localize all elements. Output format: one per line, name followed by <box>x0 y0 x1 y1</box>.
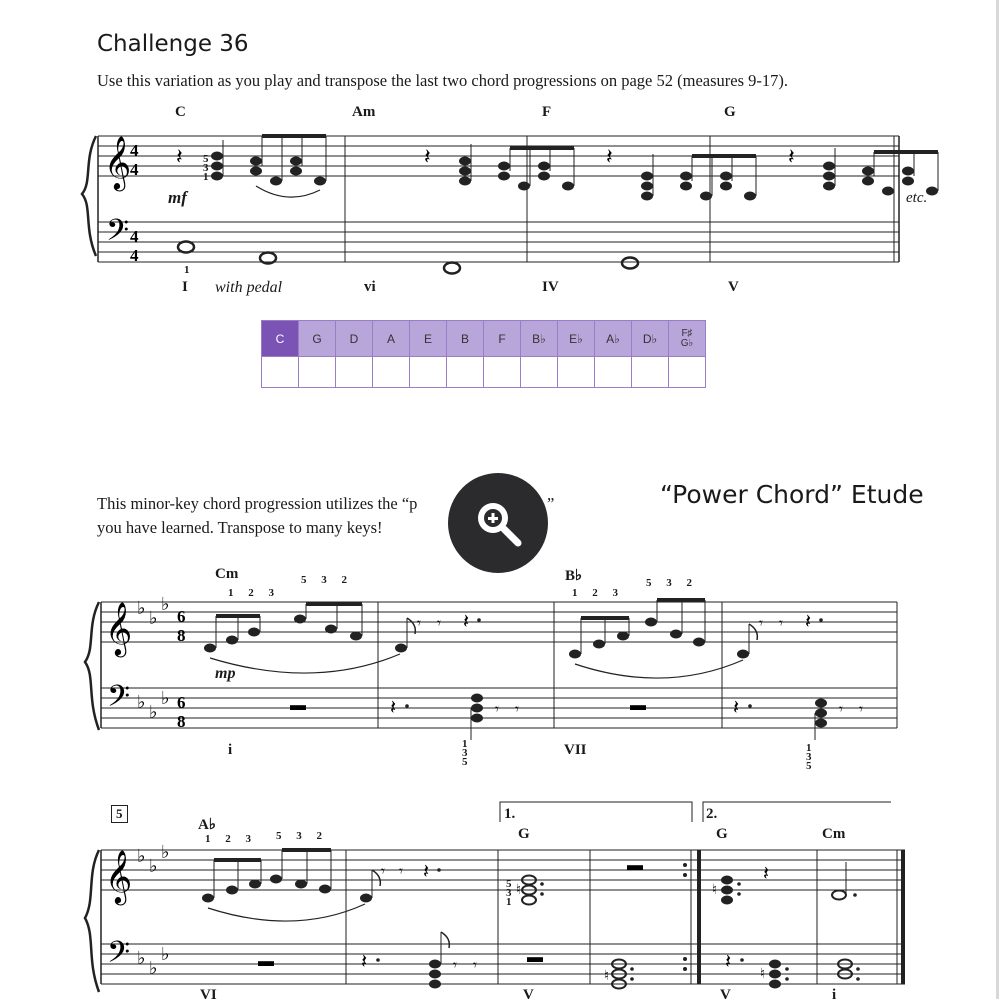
key-blank-cell[interactable] <box>410 357 447 388</box>
zoom-in-icon <box>448 473 548 573</box>
svg-text:𝄾: 𝄾 <box>779 616 783 632</box>
svg-text:4: 4 <box>130 141 139 160</box>
svg-text:𝄾: 𝄾 <box>399 864 403 880</box>
challenge-title: Challenge 36 <box>97 31 249 57</box>
svg-text:♮: ♮ <box>516 883 522 898</box>
measure-number: 5 <box>111 805 128 823</box>
svg-text:4: 4 <box>130 227 139 246</box>
svg-text:𝄾: 𝄾 <box>859 702 863 718</box>
key-blank-cell[interactable] <box>595 357 632 388</box>
svg-text:𝄽: 𝄽 <box>390 697 397 719</box>
svg-text:𝄽: 𝄽 <box>361 951 368 973</box>
svg-text:𝄞: 𝄞 <box>105 849 133 903</box>
svg-text:𝄾: 𝄾 <box>473 958 477 974</box>
svg-text:4: 4 <box>130 160 139 179</box>
roman-numeral: IV <box>542 279 559 295</box>
fingering: 5 3 2 <box>301 574 347 586</box>
fingering: 1 2 3 <box>228 587 274 599</box>
key-blank-cell[interactable] <box>262 357 299 388</box>
key-blank-cell[interactable] <box>669 357 706 388</box>
key-cell[interactable]: B♭ <box>521 321 558 357</box>
svg-text:𝄞: 𝄞 <box>104 135 132 189</box>
dynamic-mark: mp <box>215 665 236 682</box>
key-cell[interactable]: A <box>373 321 410 357</box>
etude-title: “Power Chord” Etude <box>660 480 924 509</box>
chord-symbol: Cm <box>215 566 239 582</box>
svg-text:♭: ♭ <box>149 856 158 876</box>
svg-text:▬: ▬ <box>527 949 543 966</box>
svg-text:𝄾: 𝄾 <box>495 702 499 718</box>
chord-symbol: B♭ <box>565 568 583 584</box>
svg-text:𝄾: 𝄾 <box>437 616 441 632</box>
zoom-button[interactable] <box>448 473 548 573</box>
key-blank-cell[interactable] <box>299 357 336 388</box>
chord-fingering: 5 3 1 <box>506 878 512 908</box>
chord-symbol: Cm <box>822 826 846 842</box>
challenge-grand-staff <box>70 120 940 280</box>
key-blank-cell[interactable] <box>632 357 669 388</box>
chord-symbol: G <box>716 826 728 842</box>
roman-numeral: vi <box>364 279 376 295</box>
fingering: 5 3 2 <box>276 830 322 842</box>
roman-numeral: V <box>523 987 534 1003</box>
svg-text:𝄽: 𝄽 <box>788 144 795 169</box>
svg-text:♭: ♭ <box>137 846 146 866</box>
svg-text:𝄾: 𝄾 <box>759 616 763 632</box>
svg-text:▬: ▬ <box>630 697 646 714</box>
svg-text:𝄽: 𝄽 <box>763 863 770 885</box>
first-ending-label: 1. <box>504 806 516 822</box>
svg-text:𝄾: 𝄾 <box>381 864 385 880</box>
svg-text:𝄽: 𝄽 <box>424 144 431 169</box>
roman-numeral: V <box>728 279 739 295</box>
fingering: 1 2 3 <box>205 833 251 845</box>
key-transpose-table <box>261 320 706 388</box>
svg-text:𝄽: 𝄽 <box>805 611 812 633</box>
fingering: 5 3 2 <box>646 577 692 589</box>
svg-text:▬: ▬ <box>258 953 274 970</box>
svg-text:𝄾: 𝄾 <box>839 702 843 718</box>
chord-symbol: C <box>175 104 186 120</box>
roman-numeral: i <box>228 742 233 758</box>
key-cell[interactable]: B <box>447 321 484 357</box>
etude-intro-line2: you have learned. Transpose to many keys! <box>97 518 383 537</box>
stack-fingering: 1 3 5 <box>806 742 812 772</box>
svg-text:𝄽: 𝄽 <box>733 697 740 719</box>
svg-text:♭: ♭ <box>149 702 158 722</box>
chord-fingering: 5 3 1 <box>203 153 209 183</box>
svg-text:𝄢: 𝄢 <box>106 214 130 255</box>
svg-text:𝄢: 𝄢 <box>107 680 131 721</box>
key-cell[interactable]: D♭ <box>632 321 669 357</box>
chord-symbol: F <box>542 104 552 120</box>
chord-symbol: G <box>518 826 530 842</box>
svg-text:𝄽: 𝄽 <box>463 611 470 633</box>
roman-numeral: VI <box>200 987 217 1003</box>
svg-text:♭: ♭ <box>149 608 158 628</box>
etude-grand-staff-row2 <box>75 800 905 999</box>
etude-grand-staff-row1 <box>75 590 905 740</box>
svg-text:4: 4 <box>130 246 139 265</box>
svg-text:♭: ♭ <box>149 958 158 978</box>
key-cell[interactable]: F♯ G♭ <box>669 321 706 357</box>
roman-numeral: I <box>182 279 188 295</box>
key-cell[interactable]: D <box>336 321 373 357</box>
key-cell[interactable]: E <box>410 321 447 357</box>
chord-symbol: A♭ <box>198 817 216 833</box>
svg-text:𝄾: 𝄾 <box>515 702 519 718</box>
svg-text:♭: ♭ <box>161 594 170 614</box>
roman-numeral: V <box>720 987 731 1003</box>
svg-text:8: 8 <box>177 626 186 645</box>
key-blank-cell[interactable] <box>336 357 373 388</box>
key-blank-cell[interactable] <box>447 357 484 388</box>
key-blank-cell[interactable] <box>521 357 558 388</box>
svg-text:♭: ♭ <box>137 948 146 968</box>
svg-text:▬: ▬ <box>627 857 643 874</box>
key-blank-cell[interactable] <box>484 357 521 388</box>
key-blank-cell[interactable] <box>558 357 595 388</box>
svg-text:𝄞: 𝄞 <box>105 601 133 655</box>
key-cell-selected[interactable]: C <box>262 321 299 357</box>
svg-text:𝄾: 𝄾 <box>417 616 421 632</box>
challenge-instruction: Use this variation as you play and transpose the last two chord progressions on page 52 (measures 9-17). <box>97 71 789 90</box>
key-cell[interactable]: F <box>484 321 521 357</box>
svg-text:♭: ♭ <box>161 842 170 862</box>
roman-numeral: i <box>832 987 837 1003</box>
chord-symbol: Am <box>352 104 376 120</box>
svg-text:6: 6 <box>177 693 186 712</box>
svg-text:𝄢: 𝄢 <box>107 936 131 977</box>
svg-text:♮: ♮ <box>760 967 766 982</box>
svg-text:♮: ♮ <box>712 883 718 898</box>
svg-text:♭: ♭ <box>161 688 170 708</box>
svg-text:𝄽: 𝄽 <box>176 144 183 169</box>
key-blank-cell[interactable] <box>373 357 410 388</box>
svg-text:𝄾: 𝄾 <box>453 958 457 974</box>
svg-text:♮: ♮ <box>604 969 610 984</box>
pedal-text: with pedal <box>215 279 283 296</box>
svg-text:♭: ♭ <box>137 692 146 712</box>
stack-fingering: 1 3 5 <box>462 738 468 768</box>
svg-text:𝄽: 𝄽 <box>725 951 732 973</box>
key-cell[interactable]: G <box>299 321 336 357</box>
dynamic-mark: mf <box>168 188 187 207</box>
etc-text: etc. <box>906 190 928 206</box>
etude-intro-line1: This minor-key chord progression utilizes the “p ” <box>97 494 555 513</box>
second-ending-label: 2. <box>706 806 718 822</box>
svg-text:𝄽: 𝄽 <box>606 144 613 169</box>
svg-text:♭: ♭ <box>137 598 146 618</box>
key-cell[interactable]: A♭ <box>595 321 632 357</box>
roman-numeral: VII <box>564 742 587 758</box>
key-cell[interactable]: E♭ <box>558 321 595 357</box>
svg-text:▬: ▬ <box>290 697 306 714</box>
bass-finger: 1 <box>184 264 190 276</box>
svg-text:♭: ♭ <box>161 944 170 964</box>
chord-symbol: G <box>724 104 736 120</box>
svg-text:8: 8 <box>177 712 186 731</box>
svg-text:𝄽: 𝄽 <box>423 861 430 883</box>
svg-text:6: 6 <box>177 607 186 626</box>
fingering: 1 2 3 <box>572 587 618 599</box>
